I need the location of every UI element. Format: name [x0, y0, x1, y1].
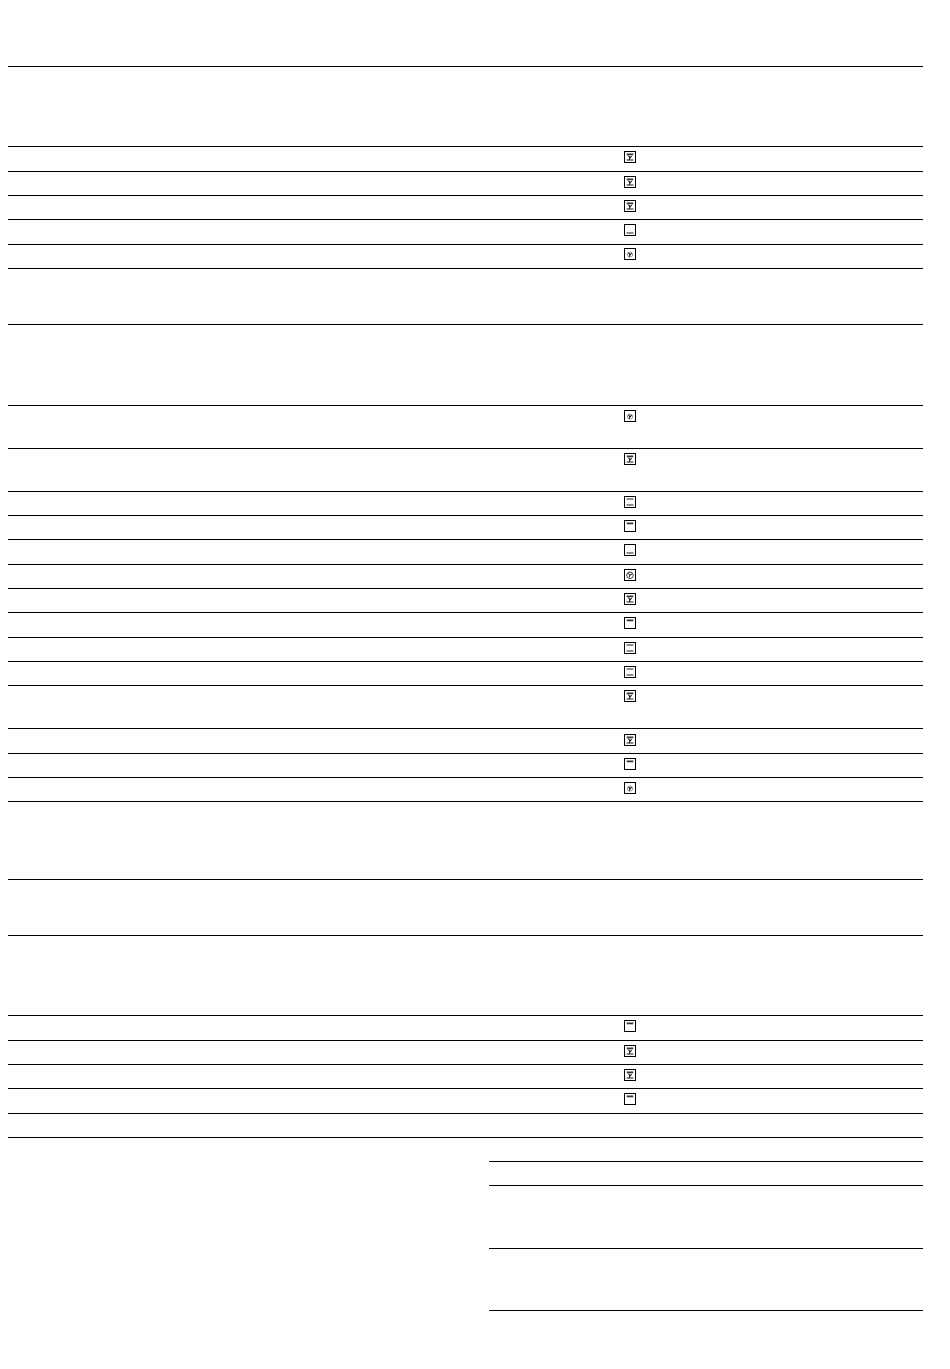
top-bottom-heat-icon — [624, 496, 636, 508]
top-heat-icon — [624, 758, 636, 770]
top-heat-icon — [624, 1093, 636, 1105]
table-row-rule — [8, 244, 923, 245]
table-row-rule — [8, 539, 923, 540]
bottom-heat-icon — [624, 544, 636, 556]
table-row-rule — [8, 1064, 923, 1065]
top-bottom-heat-hot-air-icon — [624, 200, 636, 212]
top-bottom-heat-hot-air-icon — [624, 176, 636, 188]
legend-table-rule — [489, 1310, 923, 1311]
top-bottom-heat-hot-air-icon — [624, 593, 636, 605]
top-bottom-heat-hot-air-icon — [624, 1045, 636, 1057]
hot-air-icon — [624, 782, 636, 794]
table-row-rule — [8, 728, 923, 729]
table-row-rule — [8, 612, 923, 613]
table-row-rule — [8, 219, 923, 220]
table-row-rule — [8, 405, 923, 406]
table-row-rule — [8, 324, 923, 325]
hot-air-icon — [624, 248, 636, 260]
top-heat-icon — [624, 617, 636, 629]
table-row-rule — [8, 146, 923, 147]
hot-air-icon — [624, 410, 636, 422]
legend-table-rule — [489, 1185, 923, 1186]
top-bottom-heat-hot-air-icon — [624, 151, 636, 163]
table-row-rule — [8, 685, 923, 686]
top-heat-icon — [624, 520, 636, 532]
top-bottom-heat-hot-air-icon — [624, 1069, 636, 1081]
table-row-rule — [8, 268, 923, 269]
table-row-rule — [8, 1040, 923, 1041]
top-bottom-heat-icon — [624, 642, 636, 654]
table-top-rule — [8, 66, 923, 67]
table-row-rule — [8, 491, 923, 492]
table-row-rule — [8, 637, 923, 638]
table-row-rule — [8, 1015, 923, 1016]
top-bottom-heat-hot-air-icon — [624, 690, 636, 702]
table-row-rule — [8, 564, 923, 565]
top-bottom-heat-icon — [624, 666, 636, 678]
table-row-rule — [8, 171, 923, 172]
table-row-rule — [8, 753, 923, 754]
table-row-rule — [8, 1113, 923, 1114]
table-row-rule — [8, 777, 923, 778]
table-row-rule — [8, 195, 923, 196]
table-row-rule — [8, 515, 923, 516]
table-row-rule — [8, 801, 923, 802]
legend-table-rule — [489, 1248, 923, 1249]
table-row-rule — [8, 935, 923, 936]
grill-fan-icon — [624, 569, 636, 581]
top-bottom-heat-hot-air-icon — [624, 453, 636, 465]
bottom-heat-icon — [624, 224, 636, 236]
legend-table-rule — [489, 1161, 923, 1162]
top-heat-icon — [624, 1020, 636, 1032]
table-row-rule — [8, 588, 923, 589]
table-row-rule — [8, 661, 923, 662]
table-bottom-rule — [8, 1137, 923, 1138]
top-bottom-heat-hot-air-icon — [624, 734, 636, 746]
table-row-rule — [8, 1088, 923, 1089]
table-row-rule — [8, 879, 923, 880]
table-row-rule — [8, 448, 923, 449]
